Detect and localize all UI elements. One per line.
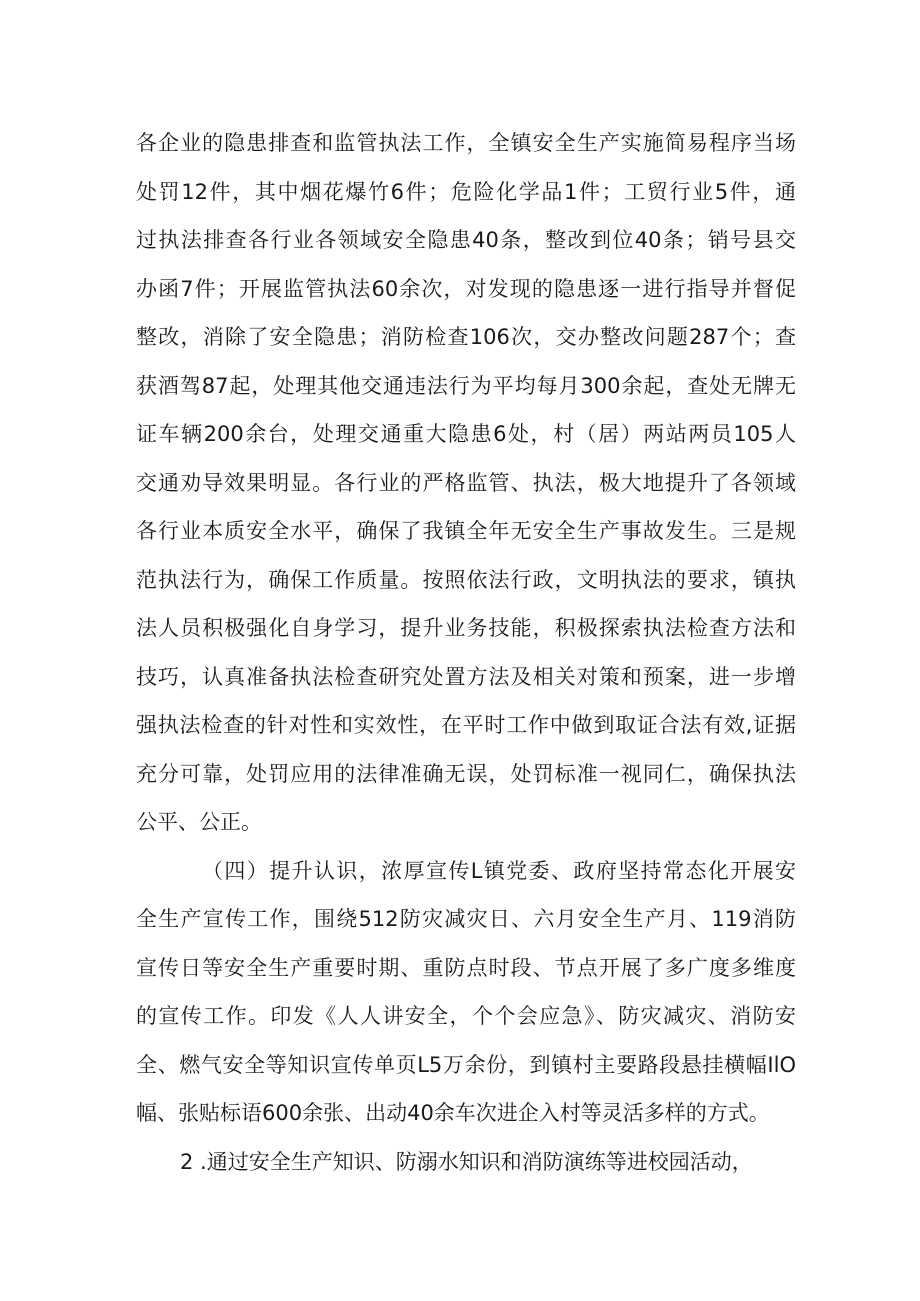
- section-heading-line: （四）提升认识，浓厚宣传L镇党委、政府坚持常态化开展安: [202, 858, 796, 883]
- text-line: 处罚12件，其中烟花爆竹6件；危险化学品1件；工贸行业5件，通: [136, 179, 796, 204]
- text-line: 获酒驾87起，处理其他交通违法行为平均每月300余起，查处无牌无: [136, 373, 796, 398]
- text-line: 证车辆200余台，处理交通重大隐患6处，村（居）两站两员105人: [136, 422, 796, 446]
- text-line: 交通劝导效果明显。各行业的严格监管、执法，极大地提升了各领域: [136, 470, 796, 495]
- text-line: 各企业的隐患排查和监管执法工作，全镇安全生产实施简易程序当场: [136, 131, 796, 155]
- text-line: 充分可靠，处罚应用的法律准确无误，处罚标准一视同仁，确保执法: [136, 761, 796, 786]
- text-line: 各行业本质安全水平，确保了我镇全年无安全生产事故发生。三是规: [136, 519, 796, 543]
- text-line: 范执法行为，确保工作质量。按照依法行政，文明执法的要求，镇执: [136, 567, 796, 592]
- numbered-item-line: 2 .通过安全生产知识、防溺水知识和消防演练等进校园活动，: [180, 1149, 753, 1174]
- text-line: 过执法排查各行业各领域安全隐患40条，整改到位40条；销号县交: [136, 228, 796, 252]
- text-line: 幅、张贴标语600余张、出动40余车次进企入村等灵活多样的方式。: [136, 1101, 770, 1125]
- text-line: 法人员积极强化自身学习，提升业务技能，积极探索执法检查方法和: [136, 616, 796, 640]
- text-line: 的宣传工作。印发《人人讲安全，个个会应急》、防灾减灾、消防安: [136, 1004, 796, 1028]
- text-line: 技巧，认真准备执法检查研究处置方法及相关对策和预案，进一步增: [136, 664, 796, 689]
- text-line: 公平、公正。: [136, 810, 262, 834]
- text-line: 办函7件；开展监管执法60余次，对发现的隐患逐一进行指导并督促: [136, 276, 796, 301]
- text-line: 强执法检查的针对性和实效性，在平时工作中做到取证合法有效,证据: [136, 713, 796, 737]
- text-line: 全生产宣传工作，围绕512防灾减灾日、六月安全生产月、119消防: [136, 907, 796, 931]
- text-line: 整改，消除了安全隐患；消防检查106次，交办整改问题287个；查: [136, 325, 796, 349]
- text-line: 宣传日等安全生产重要时期、重防点时段、节点开展了多广度多维度: [136, 955, 796, 980]
- body-text: [136, 119, 796, 1186]
- text-line: 全、燃气安全等知识宣传单页L5万余份，到镇村主要路段悬挂横幅IlO: [136, 1052, 796, 1077]
